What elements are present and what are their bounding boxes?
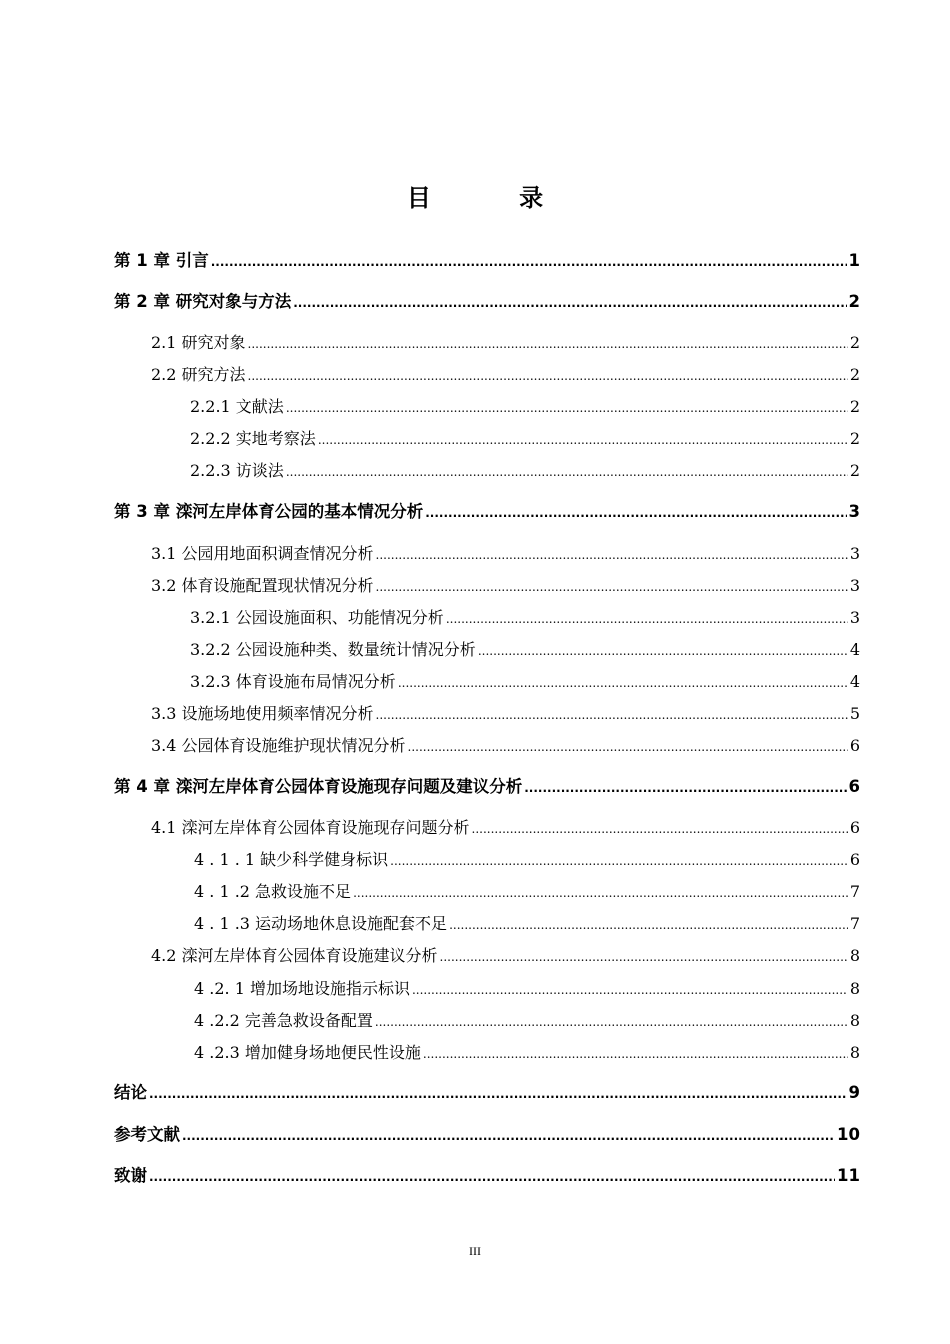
toc-entry-label: 第 1 章 引言 — [114, 251, 209, 270]
dot-leader — [408, 734, 848, 760]
toc-entry-page: 11 — [837, 1166, 860, 1185]
toc-entry-4-1-3[interactable] — [194, 911, 860, 937]
toc-entry-page: 3 — [849, 544, 860, 563]
toc-entry-3-3[interactable] — [151, 701, 860, 727]
toc-entry-label: 4 . 1 . 1 缺少科学健身标识 — [194, 850, 389, 869]
toc-entry-2-2-2[interactable] — [190, 426, 860, 452]
dot-leader — [440, 944, 848, 970]
toc-entry-label: 参考文献 — [114, 1125, 180, 1144]
toc-entry-page: 10 — [837, 1125, 860, 1144]
toc-entry-conclusion[interactable] — [114, 1080, 860, 1106]
toc-entry-3-2-1[interactable] — [190, 605, 860, 631]
toc-entry-page: 9 — [848, 1083, 860, 1102]
toc-entry-4-2-1[interactable] — [194, 976, 860, 1002]
dot-leader — [318, 427, 848, 453]
toc-entry-page: 1 — [848, 251, 860, 270]
toc-entry-label: 第 4 章 滦河左岸体育公园体育设施现存问题及建议分析 — [114, 777, 523, 796]
toc-entry-page: 4 — [849, 640, 860, 659]
dot-leader — [286, 459, 848, 485]
toc-entry-label: 2.2.1 文献法 — [190, 397, 284, 416]
dot-leader — [211, 249, 847, 275]
toc-entry-page: 6 — [848, 777, 860, 796]
toc-entry-page: 6 — [849, 818, 860, 837]
dot-leader — [478, 638, 848, 664]
toc-entry-page: 8 — [849, 1043, 860, 1062]
dot-leader — [390, 848, 848, 874]
toc-entry-4-1[interactable] — [151, 815, 860, 841]
toc-entry-label: 3.3 设施场地使用频率情况分析 — [151, 704, 374, 723]
toc-entry-page: 6 — [849, 850, 860, 869]
toc-entry-label: 第 3 章 滦河左岸体育公园的基本情况分析 — [114, 502, 424, 521]
dot-leader — [524, 775, 846, 801]
dot-leader — [149, 1164, 835, 1190]
page-number-footer: III — [469, 1244, 481, 1258]
toc-entry-label: 2.2 研究方法 — [151, 365, 246, 384]
toc-entry-page: 2 — [849, 429, 860, 448]
dot-leader — [293, 290, 846, 316]
toc-entry-page: 3 — [849, 576, 860, 595]
toc-entry-page: 2 — [848, 292, 860, 311]
toc-entry-page: 2 — [849, 333, 860, 352]
toc-entry-label: 3.4 公园体育设施维护现状情况分析 — [151, 736, 406, 755]
dot-leader — [182, 1123, 835, 1149]
toc-entry-page: 2 — [849, 461, 860, 480]
toc-entry-label: 3.2.3 体育设施布局情况分析 — [190, 672, 396, 691]
dot-leader — [449, 912, 848, 938]
toc-entry-4-2-2[interactable] — [194, 1008, 860, 1034]
toc-entry-page: 8 — [849, 1011, 860, 1030]
dot-leader — [248, 363, 848, 389]
toc-entry-2-1[interactable] — [151, 330, 860, 356]
dot-leader — [446, 606, 848, 632]
toc-entry-page: 2 — [849, 365, 860, 384]
toc-entry-page: 3 — [848, 502, 860, 521]
toc-entry-chapter-4[interactable] — [114, 774, 860, 800]
toc-entry-page: 2 — [849, 397, 860, 416]
toc-entry-2-2[interactable] — [151, 362, 860, 388]
toc-entry-3-1[interactable] — [151, 541, 860, 567]
dot-leader — [286, 395, 848, 421]
toc-entry-2-2-1[interactable] — [190, 394, 860, 420]
dot-leader — [248, 331, 848, 357]
toc-entry-label: 4 . 1 .2 急救设施不足 — [194, 882, 352, 901]
toc-entry-label: 致谢 — [114, 1166, 147, 1185]
toc-entry-label: 3.2.2 公园设施种类、数量统计情况分析 — [190, 640, 476, 659]
toc-title: 目 录 — [406, 184, 584, 212]
dot-leader — [376, 542, 848, 568]
dot-leader — [398, 670, 848, 696]
toc-entry-label: 3.2.1 公园设施面积、功能情况分析 — [190, 608, 444, 627]
dot-leader — [376, 574, 848, 600]
toc-entry-label: 4 .2. 1 增加场地设施指示标识 — [194, 979, 410, 998]
toc-entry-4-1-1[interactable] — [194, 847, 860, 873]
toc-entry-references[interactable] — [114, 1122, 860, 1148]
toc-entry-label: 4.2 滦河左岸体育公园体育设施建议分析 — [151, 946, 438, 965]
dot-leader — [472, 816, 848, 842]
dot-leader — [425, 500, 846, 526]
toc-entry-label: 2.2.2 实地考察法 — [190, 429, 316, 448]
toc-entry-label: 4.1 滦河左岸体育公园体育设施现存问题分析 — [151, 818, 470, 837]
toc-entry-label: 4 . 1 .3 运动场地休息设施配套不足 — [194, 914, 448, 933]
toc-entry-3-2-2[interactable] — [190, 637, 860, 663]
toc-entry-label: 3.1 公园用地面积调查情况分析 — [151, 544, 374, 563]
toc-entry-3-2-3[interactable] — [190, 669, 860, 695]
toc-entry-label: 2.2.3 访谈法 — [190, 461, 284, 480]
toc-entry-page: 3 — [849, 608, 860, 627]
toc-entry-page: 7 — [849, 914, 860, 933]
toc-entry-chapter-3[interactable] — [114, 499, 860, 525]
dot-leader — [423, 1041, 848, 1067]
toc-entry-chapter-1[interactable] — [114, 248, 860, 274]
toc-entry-2-2-3[interactable] — [190, 458, 860, 484]
toc-entry-page: 8 — [849, 946, 860, 965]
toc-entry-4-2-3[interactable] — [194, 1040, 860, 1066]
toc-entry-label: 2.1 研究对象 — [151, 333, 246, 352]
toc-entry-4-1-2[interactable] — [194, 879, 860, 905]
toc-entry-page: 5 — [849, 704, 860, 723]
toc-entry-page: 4 — [849, 672, 860, 691]
toc-entry-4-2[interactable] — [151, 943, 860, 969]
toc-entry-label: 第 2 章 研究对象与方法 — [114, 292, 292, 311]
dot-leader — [353, 880, 848, 906]
toc-entry-label: 结论 — [114, 1083, 147, 1102]
toc-entry-page: 8 — [849, 979, 860, 998]
toc-entry-label: 3.2 体育设施配置现状情况分析 — [151, 576, 374, 595]
toc-entry-acknowledgements[interactable] — [114, 1163, 860, 1189]
toc-entry-3-2[interactable] — [151, 573, 860, 599]
toc-entry-label: 4 .2.2 完善急救设备配置 — [194, 1011, 373, 1030]
dot-leader — [149, 1081, 847, 1107]
toc-entry-label: 4 .2.3 增加健身场地便民性设施 — [194, 1043, 421, 1062]
dot-leader — [375, 1009, 848, 1035]
dot-leader — [412, 977, 848, 1003]
dot-leader — [376, 702, 848, 728]
toc-entry-chapter-2[interactable] — [114, 289, 860, 315]
toc-entry-page: 7 — [849, 882, 860, 901]
toc-entry-3-4[interactable] — [151, 733, 860, 759]
toc-entry-page: 6 — [849, 736, 860, 755]
